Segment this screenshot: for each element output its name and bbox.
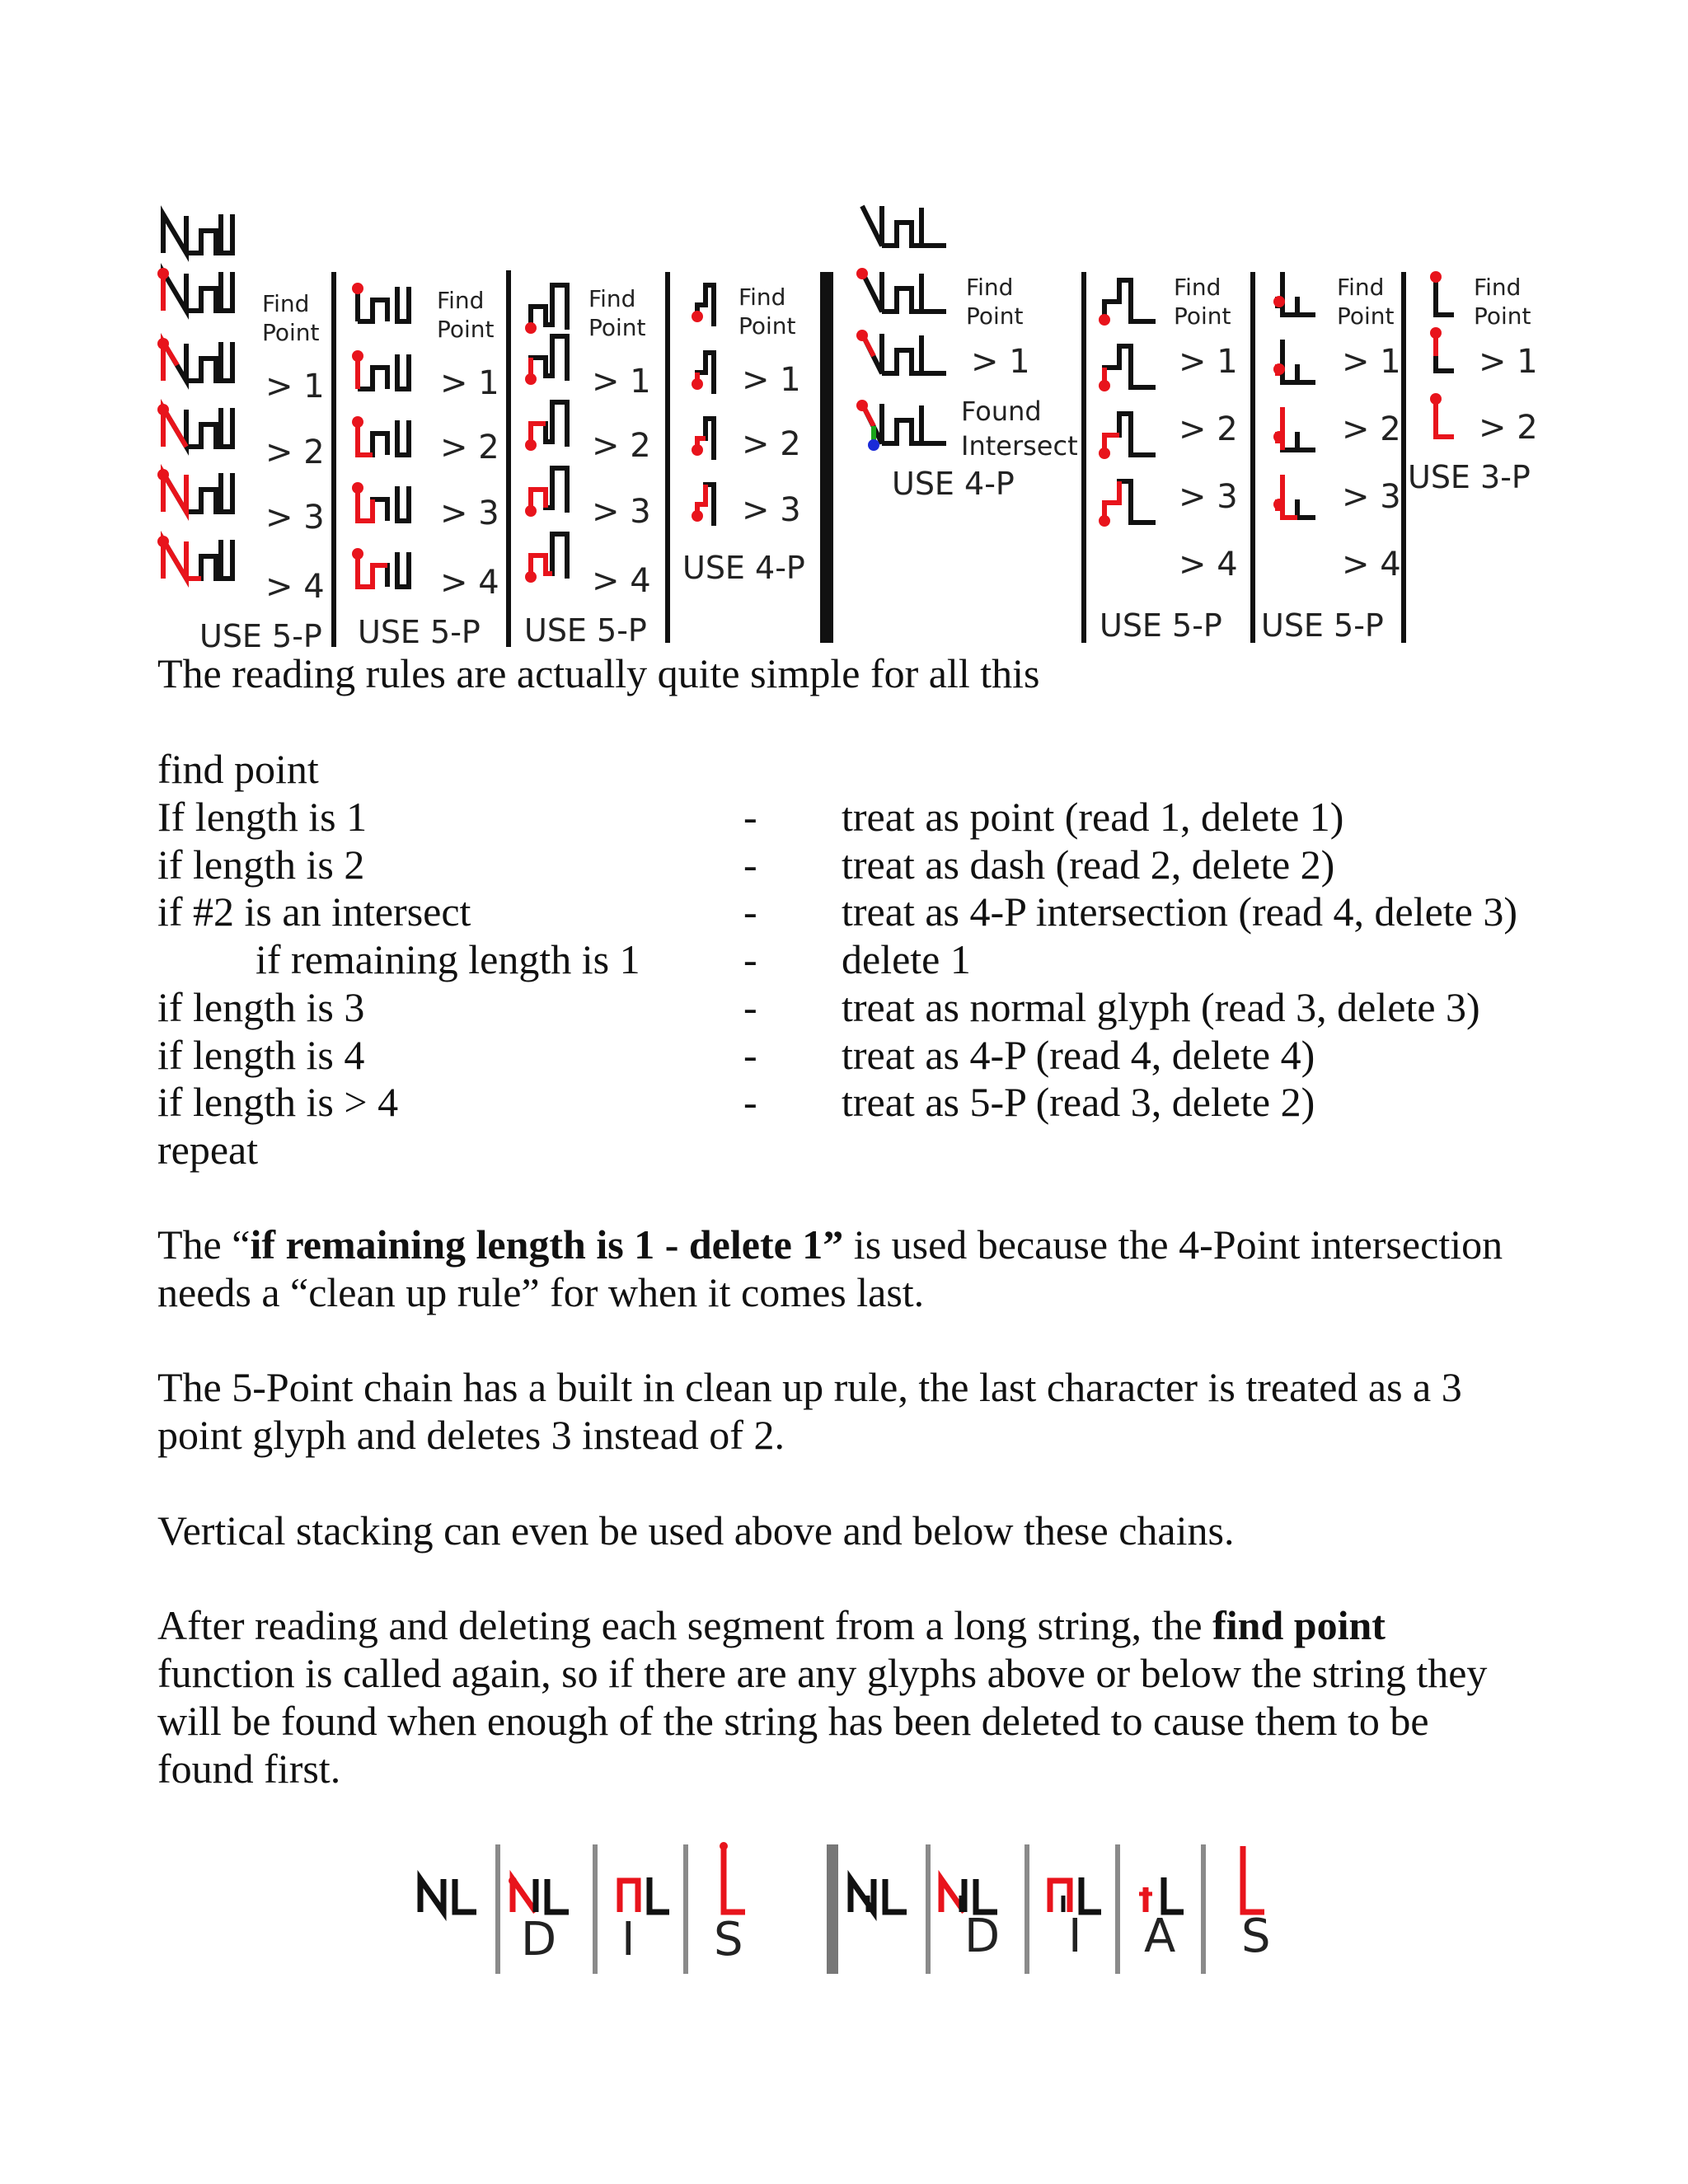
step-label: > 3	[742, 491, 801, 529]
step-label: > 3	[1179, 478, 1238, 516]
rule-action: treat as point (read 1, delete 1)	[842, 794, 1344, 840]
rule-action: delete 1	[842, 936, 971, 982]
col8-glyphs	[1430, 271, 1454, 437]
paragraph-4-line-2: function is called again, so if there are any glyphs above or below the string they	[157, 1650, 1488, 1696]
step-label: > 2	[1179, 410, 1238, 448]
use-label: USE 4-P	[892, 466, 1015, 502]
step-label: > 4	[440, 564, 499, 602]
paragraph-2-line-2: point glyph and deletes 3 instead of 2.	[157, 1412, 785, 1458]
col3-glyphs	[525, 285, 567, 583]
intersect-label: Intersect	[961, 430, 1078, 462]
bold-phrase: find point	[1212, 1602, 1386, 1648]
example-letter: A	[1144, 1910, 1176, 1963]
step-label: > 2	[1479, 409, 1538, 447]
step-label: > 3	[592, 493, 651, 531]
use-label: USE 5-P	[358, 614, 481, 650]
find-label: Find	[262, 290, 310, 317]
col4-glyphs	[692, 285, 714, 526]
use-label: USE 5-P	[1100, 607, 1222, 644]
rule-dash: -	[743, 1079, 757, 1125]
use-label: USE 5-P	[1261, 607, 1384, 644]
rule-condition: if length is 3	[157, 984, 365, 1030]
point-label: Point	[262, 319, 320, 346]
use-label: USE 3-P	[1408, 459, 1531, 495]
col2-glyphs	[352, 283, 409, 587]
example-letter: I	[1068, 1910, 1082, 1963]
step-label: > 4	[265, 568, 325, 606]
rule-action: treat as normal glyph (read 3, delete 3)	[842, 984, 1480, 1030]
use-label: USE 5-P	[524, 612, 647, 649]
find-label: Find	[1174, 274, 1221, 301]
paragraph-4-line-4: found first.	[157, 1746, 341, 1792]
bottom-example-left	[420, 1842, 745, 1974]
rule-condition: if length is > 4	[157, 1079, 399, 1125]
find-label: Find	[588, 285, 636, 312]
find-label: Find	[437, 287, 485, 314]
point-label: Point	[588, 314, 646, 341]
use-label: USE 5-P	[199, 618, 322, 654]
bold-phrase: if remaining length is 1 - delete 1”	[250, 1221, 844, 1268]
step-label: > 1	[1342, 343, 1401, 381]
paragraph-4: After reading and deleting each segment from a long string, the find point	[157, 1602, 1386, 1648]
col5-glyphs	[856, 206, 946, 451]
paragraph-2: The 5-Point chain has a built in clean up rule, the last character is treated as a 3	[157, 1364, 1462, 1410]
paragraph-4-line-3: will be found when enough of the string has been deleted to cause them to be	[157, 1698, 1429, 1744]
rule-condition: if length is 4	[157, 1032, 365, 1078]
step-label: > 3	[440, 494, 499, 532]
rule-condition: if #2 is an intersect	[157, 888, 471, 935]
step-label: > 1	[592, 363, 651, 401]
rule-action: treat as dash (read 2, delete 2)	[842, 841, 1335, 888]
find-label: Find	[1337, 274, 1385, 301]
step-label: > 2	[265, 434, 325, 471]
paragraph-3: Vertical stacking can even be used above and below these chains.	[157, 1507, 1235, 1554]
col6-glyphs	[1099, 280, 1156, 527]
find-label: Find	[966, 274, 1014, 301]
example-letter: I	[621, 1913, 635, 1966]
point-label: Point	[1337, 302, 1395, 330]
step-label: > 2	[742, 425, 801, 463]
step-label: > 1	[971, 343, 1030, 381]
rule-dash: -	[743, 1032, 757, 1078]
step-label: > 2	[592, 427, 651, 465]
step-label: > 3	[265, 499, 325, 537]
col1-glyphs	[157, 214, 232, 579]
step-label: > 2	[440, 429, 499, 466]
example-letter: D	[521, 1913, 557, 1966]
rules-heading: find point	[157, 746, 319, 792]
example-letter: S	[1241, 1910, 1271, 1963]
rule-action: treat as 5-P (read 3, delete 2)	[842, 1079, 1315, 1125]
found-label: Found	[961, 396, 1042, 427]
point-label: Point	[437, 316, 495, 343]
paragraph-1: The “if remaining length is 1 - delete 1” is used because the 4-Point intersection	[157, 1221, 1503, 1268]
rule-condition: if remaining length is 1	[256, 936, 640, 982]
step-label: > 2	[1342, 410, 1401, 448]
example-letter: S	[714, 1913, 743, 1966]
rules-footer: repeat	[157, 1127, 259, 1173]
point-label: Point	[966, 302, 1024, 330]
rule-dash: -	[743, 888, 757, 935]
rule-action: treat as 4-P intersection (read 4, delete 3)	[842, 888, 1518, 935]
step-label: > 1	[742, 361, 801, 399]
use-label: USE 4-P	[682, 550, 805, 586]
find-label: Find	[1474, 274, 1522, 301]
rule-action: treat as 4-P (read 4, delete 4)	[842, 1032, 1315, 1078]
point-label: Point	[1474, 302, 1531, 330]
step-label: > 4	[592, 562, 651, 600]
col7-glyphs	[1273, 272, 1315, 518]
point-label: Point	[1174, 302, 1231, 330]
step-label: > 4	[1179, 546, 1238, 583]
rule-condition: If length is 1	[157, 794, 368, 840]
step-label: > 1	[440, 364, 499, 402]
step-label: > 1	[265, 368, 325, 405]
rule-dash: -	[743, 841, 757, 888]
step-label: > 3	[1342, 478, 1401, 516]
rule-dash: -	[743, 794, 757, 840]
step-label: > 1	[1179, 343, 1238, 381]
step-label: > 4	[1342, 546, 1401, 583]
step-label: > 1	[1479, 343, 1538, 381]
example-letter: D	[964, 1910, 1001, 1963]
point-label: Point	[738, 312, 796, 340]
rule-dash: -	[743, 984, 757, 1030]
rule-dash: -	[743, 936, 757, 982]
bottom-example-right	[832, 1844, 1264, 1974]
rule-condition: if length is 2	[157, 841, 365, 888]
find-label: Find	[738, 284, 786, 311]
paragraph-1-line-2: needs a “clean up rule” for when it comes last.	[157, 1269, 925, 1315]
intro-text: The reading rules are actually quite simple for all this	[157, 650, 1040, 696]
